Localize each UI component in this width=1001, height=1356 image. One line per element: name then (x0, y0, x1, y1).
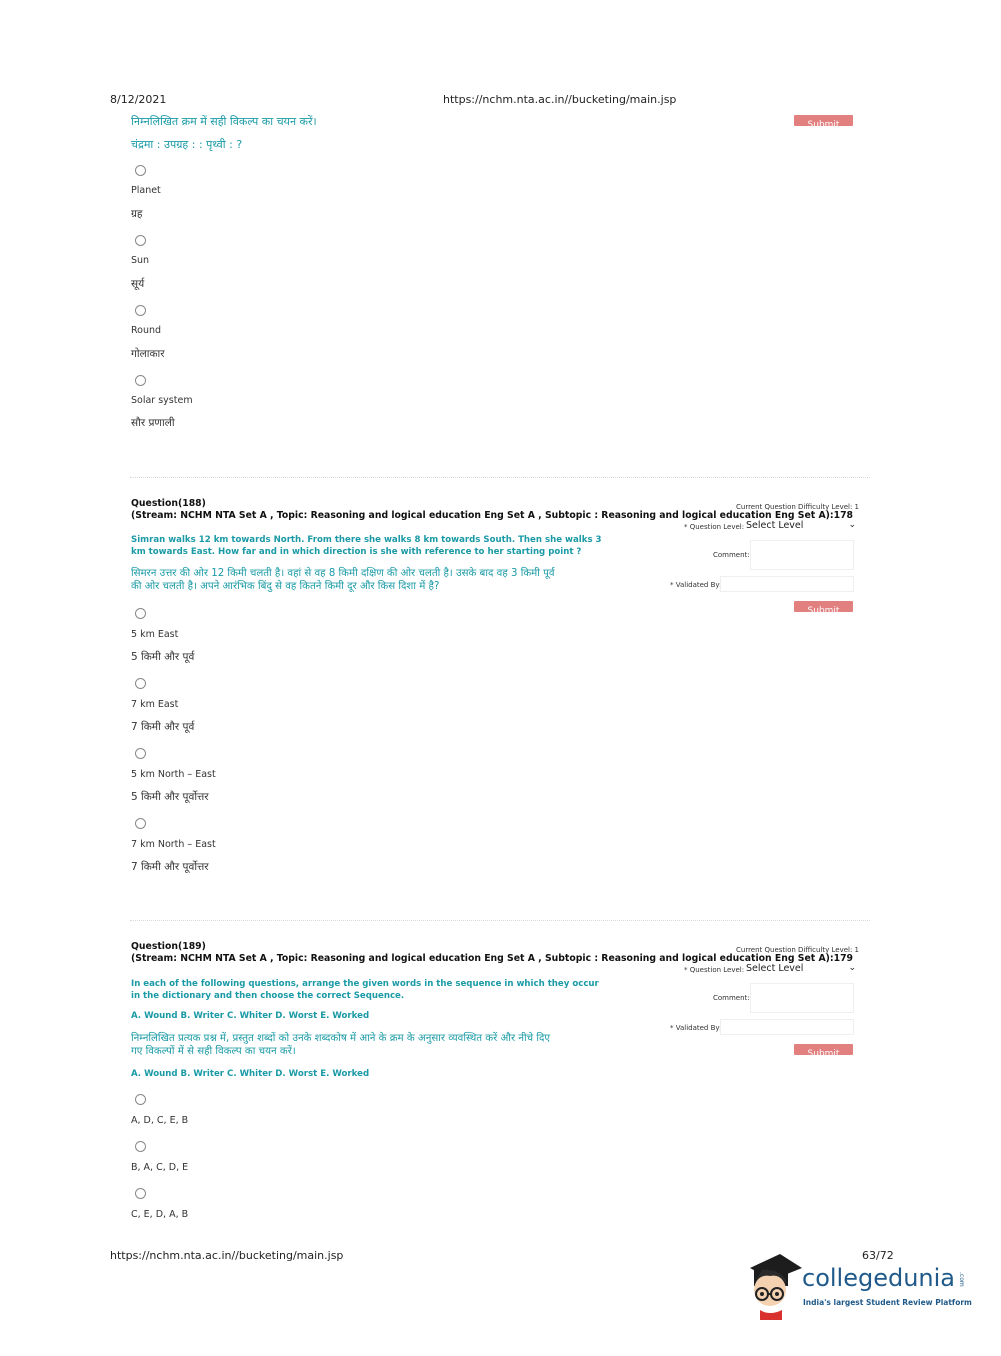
difficulty-level: Current Question Difficulty Level: 1 (736, 946, 860, 954)
question-text-en: In each of the following questions, arrange the given words in the sequence in which they occur (131, 979, 599, 989)
option-label-hi: सौर प्रणाली (131, 417, 175, 429)
question-text-hi: निम्नलिखित प्रत्यक प्रश्न में, प्रस्तुत शब्दों को उनके शब्दकोष में आने के क्रम के अनुसार व्यवस्थित करें और नीचे दिए (131, 1033, 551, 1044)
validated-by-input[interactable] (720, 576, 854, 592)
option-label-en: 7 km East (131, 699, 179, 710)
comment-label: Comment: (713, 551, 750, 559)
submit-button[interactable]: Submit (794, 601, 853, 612)
question-level-value: Select Level (746, 520, 804, 531)
option-radio[interactable] (135, 1094, 146, 1105)
question-text-en: km towards East. How far and in which direction is she with reference to her starting point ? (131, 547, 582, 557)
option-radio[interactable] (135, 1188, 146, 1199)
option-label-hi: 7 किमी और पूर्वोत्तर (131, 861, 209, 873)
question-stream: (Stream: NCHM NTA Set A , Topic: Reasoning and logical education Eng Set A , Subtopic : Reasoning and logical education Eng Set A):178 (131, 510, 854, 521)
option-label-hi: 7 किमी और पूर्व (131, 721, 195, 733)
option-label-hi: 5 किमी और पूर्व (131, 651, 195, 663)
page-number: 63/72 (862, 1249, 894, 1262)
print-url: https://nchm.nta.ac.in//bucketing/main.jsp (443, 93, 677, 106)
question-instruction: निम्नलिखित क्रम में सही विकल्प का चयन करें। (131, 115, 317, 128)
option-label-en: C, E, D, A, B (131, 1209, 189, 1220)
question-words-hi: A. Wound B. Writer C. Whiter D. Worst E. Worked (131, 1069, 370, 1079)
option-radio[interactable] (135, 375, 146, 386)
validated-by-label: * Validated By: (670, 581, 722, 589)
option-label-en: 5 km East (131, 629, 179, 640)
question-words-en: A. Wound B. Writer C. Whiter D. Worst E. Worked (131, 1011, 370, 1021)
option-label-en: Sun (131, 255, 150, 266)
question-level-select[interactable] (746, 520, 858, 532)
question-title: Question(189) (131, 941, 206, 952)
option-radio[interactable] (135, 678, 146, 689)
comment-textarea[interactable] (750, 540, 854, 570)
option-radio[interactable] (135, 305, 146, 316)
question-text-en: Simran walks 12 km towards North. From there she walks 8 km towards South. Then she walks 3 (131, 535, 602, 545)
option-label-en: A, D, C, E, B (131, 1115, 189, 1126)
validated-by-label: * Validated By: (670, 1024, 722, 1032)
footer-url: https://nchm.nta.ac.in//bucketing/main.jsp (110, 1249, 344, 1262)
option-label-en: Round (131, 325, 162, 336)
print-date: 8/12/2021 (110, 93, 167, 106)
option-label-en: Planet (131, 185, 161, 196)
option-radio[interactable] (135, 165, 146, 176)
validated-by-input[interactable] (720, 1019, 854, 1035)
option-label-en: Solar system (131, 395, 193, 406)
option-radio[interactable] (135, 748, 146, 759)
section-divider (130, 920, 870, 921)
option-label-en: 7 km North – East (131, 839, 216, 850)
option-label-hi: सूर्य (131, 278, 145, 290)
question-level-select[interactable] (746, 963, 858, 975)
option-radio[interactable] (135, 1141, 146, 1152)
option-radio[interactable] (135, 608, 146, 619)
question-level-label: * Question Level: (684, 523, 745, 531)
question-text-hi: की ओर चलती है। अपने आरंभिक बिंदु से वह कितने किमी दूर और किस दिशा में है? (131, 581, 440, 592)
logo-wordmark: collegedunia (802, 1264, 956, 1292)
question-level-value: Select Level (746, 963, 804, 974)
comment-label: Comment: (713, 994, 750, 1002)
section-divider (130, 477, 870, 478)
option-radio[interactable] (135, 235, 146, 246)
option-label-hi: ग्रह (131, 208, 143, 220)
submit-button[interactable]: Submit (794, 1044, 853, 1055)
option-label-hi: 5 किमी और पूर्वोत्तर (131, 791, 209, 803)
question-level-label: * Question Level: (684, 966, 745, 974)
difficulty-level: Current Question Difficulty Level: 1 (736, 503, 860, 511)
logo-tagline: India's largest Student Review Platform (803, 1298, 972, 1307)
question-text-hi: सिमरन उत्तर की ओर 12 किमी चलती है। वहां से वह 8 किमी दक्षिण की ओर चलती है। उसके बाद वह 3 किमी पूर्व (131, 568, 555, 579)
option-radio[interactable] (135, 818, 146, 829)
option-label-en: 5 km North – East (131, 769, 216, 780)
logo-suffix: .com (958, 1272, 965, 1287)
chevron-down-icon: ⌄ (848, 520, 856, 530)
question-analogy: चंद्रमा : उपग्रह : : पृथ्वी : ? (131, 138, 243, 151)
option-label-en: B, A, C, D, E (131, 1162, 189, 1173)
comment-textarea[interactable] (750, 983, 854, 1013)
question-text-en: in the dictionary and then choose the correct Sequence. (131, 991, 405, 1001)
question-stream: (Stream: NCHM NTA Set A , Topic: Reasoning and logical education Eng Set A , Subtopic : Reasoning and logical education Eng Set A):179 (131, 953, 854, 964)
option-label-hi: गोलाकार (131, 348, 165, 360)
mascot-icon (742, 1250, 802, 1320)
chevron-down-icon: ⌄ (848, 963, 856, 973)
question-text-hi: गए विकल्पों में से सही विकल्प का चयन करें। (131, 1046, 296, 1057)
submit-button[interactable]: Submit (794, 115, 853, 126)
question-title: Question(188) (131, 498, 206, 509)
